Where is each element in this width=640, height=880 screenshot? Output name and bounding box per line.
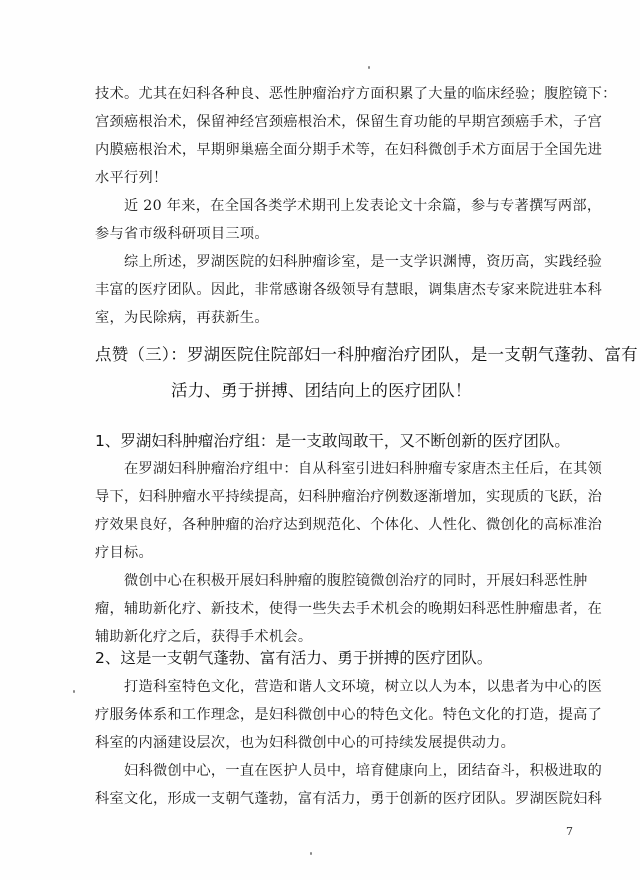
scan-speck bbox=[368, 66, 370, 69]
scan-speck bbox=[310, 852, 312, 855]
section-heading-line: 活力、勇于拼搏、团结向上的医疗团队！ bbox=[171, 381, 472, 400]
subheading-1: 1、罗湖妇科肿瘤治疗组：是一支敢闯敢干，又不断创新的医疗团队。 bbox=[95, 432, 570, 450]
text-line: 辅助新化疗之后，获得手术机会。 bbox=[95, 629, 313, 645]
text-line: 宫颈癌根治术，保留神经宫颈癌根治术，保留生育功能的早期宫颈癌手术，子宫 bbox=[95, 114, 603, 130]
text-line: 参与省市级科研项目三项。 bbox=[95, 226, 269, 242]
text-line: 疗效果良好，各种肿瘤的治疗达到规范化、个体化、人性化、微创化的高标准治 bbox=[95, 517, 603, 533]
text-line: 近 20 年来，在全国各类学术期刊上发表论文十余篇，参与专著撰写两部， bbox=[124, 198, 602, 214]
text-line: 疗服务体系和工作理念，是妇科微创中心的特色文化。特色文化的打造，提高了 bbox=[95, 707, 603, 723]
text-line: 丰富的医疗团队。因此，非常感谢各级领导有慧眼，调集唐杰专家来院进驻本科 bbox=[95, 282, 603, 298]
text-line: 水平行列！ bbox=[95, 170, 168, 186]
text-line: 打造科室特色文化，营造和谐人文环境，树立以人为本，以患者为中心的医 bbox=[124, 679, 603, 695]
text-line: 妇科微创中心，一直在医护人员中，培育健康向上，团结奋斗，积极进取的 bbox=[124, 763, 603, 779]
text-line: 科室文化，形成一支朝气蓬勃，富有活力，勇于创新的医疗团队。罗湖医院妇科 bbox=[95, 791, 603, 807]
text-line: 室，为民除病，再获新生。 bbox=[95, 310, 269, 326]
subheading-2: 2、这是一支朝气蓬勃、富有活力、勇于拼搏的医疗团队。 bbox=[95, 649, 493, 667]
text-line: 技术。尤其在妇科各种良、恶性肿瘤治疗方面积累了大量的临床经验；腹腔镜下： bbox=[95, 86, 617, 102]
section-heading-line: 点赞（三）：罗湖医院住院部妇一科肿瘤治疗团队，是一支朝气蓬勃、富有 bbox=[95, 345, 638, 364]
text-line: 内膜癌根治术，早期卵巢癌全面分期手术等，在妇科微创手术方面居于全国先进 bbox=[95, 142, 603, 158]
text-line: 在罗湖妇科肿瘤治疗组中：自从科室引进妇科肿瘤专家唐杰主任后，在其领 bbox=[124, 461, 603, 477]
text-line: 瘤，辅助新化疗、新技术，使得一些失去手术机会的晚期妇科恶性肿瘤患者，在 bbox=[95, 601, 603, 617]
text-line: 导下，妇科肿瘤水平持续提高，妇科肿瘤治疗例数逐渐增加，实现质的飞跃，治 bbox=[95, 489, 603, 505]
text-line: 综上所述，罗湖医院的妇科肿瘤诊室，是一支学识渊博，资历高，实践经验 bbox=[124, 254, 603, 270]
text-line: 科室的内涵建设层次，也为妇科微创中心的可持续发展提供动力。 bbox=[95, 735, 516, 751]
text-line: 微创中心在积极开展妇科肿瘤的腹腔镜微创治疗的同时，开展妇科恶性肿 bbox=[124, 573, 588, 589]
text-line: 疗目标。 bbox=[95, 545, 153, 561]
scan-speck bbox=[73, 690, 75, 693]
page-number: 7 bbox=[566, 825, 573, 838]
